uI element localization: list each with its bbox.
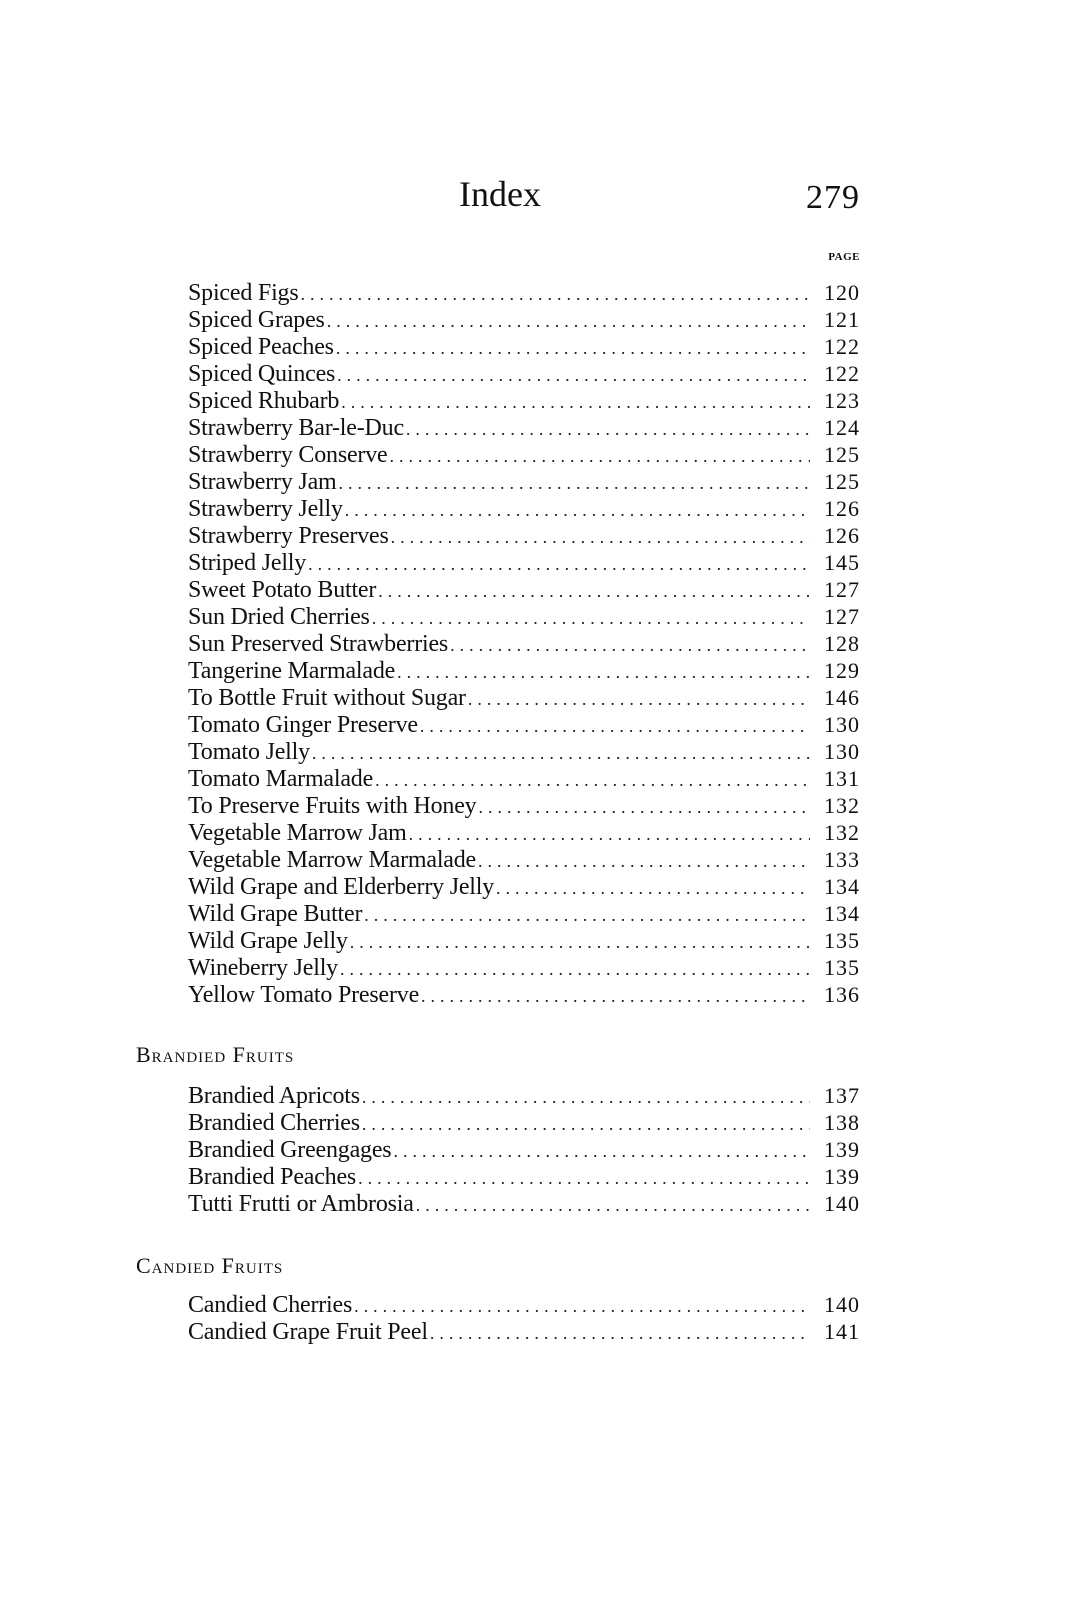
entry-page: 132 [824,793,860,818]
entry-name: Sun Preserved Strawberries [188,631,449,657]
entry-name: Spiced Figs [188,280,299,306]
entry-page: 133 [824,847,860,872]
entry-page: 132 [824,820,860,845]
index-entry [188,657,860,684]
dot-leader [339,470,811,497]
entry-page: 128 [824,631,860,656]
dot-leader [341,389,810,416]
entry-page: 127 [824,577,860,602]
entry-name: Strawberry Conserve [188,442,388,468]
index-entry [188,333,860,360]
index-entry [188,279,860,306]
entry-page: 137 [824,1083,860,1108]
dot-leader [340,956,810,983]
dot-leader [416,1192,810,1219]
dot-leader [372,605,810,632]
dot-leader [337,362,810,389]
entry-name: Brandied Peaches [188,1164,357,1190]
dot-leader [300,281,810,308]
entry-name: Strawberry Bar-le-Duc [188,415,404,441]
dot-leader [406,416,810,443]
dot-leader [312,740,810,767]
entry-name: Wild Grape Butter [188,901,363,927]
entry-name: Sun Dried Cherries [188,604,370,630]
entry-name: Vegetable Marrow Marmalade [188,847,477,873]
section-heading-candied-fruits: Candied Fruits [136,1253,284,1278]
index-entry [188,1082,860,1109]
page-number: 279 [806,179,860,216]
index-entry [188,1163,860,1190]
dot-leader [364,902,810,929]
entry-page: 126 [824,496,860,521]
dot-leader [389,443,810,470]
entry-name: Tomato Marmalade [188,766,374,792]
entry-name: To Bottle Fruit without Sugar [188,685,466,711]
entry-name: Brandied Cherries [188,1110,360,1136]
index-entry [188,360,860,387]
entry-name: Strawberry Preserves [188,523,389,549]
index-entry [188,1136,860,1163]
entry-name: Tangerine Marmalade [188,658,396,684]
page-title: Index [459,174,541,214]
index-entry [188,819,860,846]
entry-name: Tomato Ginger Preserve [188,712,418,738]
entry-name: Strawberry Jam [188,469,337,495]
entry-page: 139 [824,1137,860,1162]
entry-page: 127 [824,604,860,629]
dot-leader [421,983,810,1010]
index-entry [188,846,860,873]
index-entry [188,711,860,738]
dot-leader [430,1320,810,1347]
entry-name: Yellow Tomato Preserve [188,982,420,1008]
index-entry [188,684,860,711]
entry-name: Vegetable Marrow Jam [188,820,407,846]
entry-page: 134 [824,901,860,926]
entry-name: Tutti Frutti or Ambrosia [188,1191,414,1217]
index-entry [188,873,860,900]
entry-page: 134 [824,874,860,899]
dot-leader [450,632,810,659]
dot-leader [397,659,810,686]
entry-page: 139 [824,1164,860,1189]
entry-page: 136 [824,982,860,1007]
entry-name: Spiced Rhubarb [188,388,340,414]
candied-fruits-entry-list [188,1291,860,1345]
index-entry [188,414,860,441]
entry-name: Spiced Quinces [188,361,336,387]
dot-leader [336,335,810,362]
entry-page: 138 [824,1110,860,1135]
entry-name: Candied Cherries [188,1292,353,1318]
entry-page: 125 [824,442,860,467]
dot-leader [378,578,810,605]
dot-leader [391,524,810,551]
dot-leader [478,848,810,875]
dot-leader [358,1165,810,1192]
entry-name: Wild Grape and Elderberry Jelly [188,874,495,900]
entry-page: 129 [824,658,860,683]
entry-page: 130 [824,739,860,764]
entry-page: 120 [824,280,860,305]
index-entry [188,306,860,333]
dot-leader [354,1293,810,1320]
entry-page: 122 [824,334,860,359]
dot-leader [393,1138,810,1165]
dot-leader [362,1111,810,1138]
index-entry [188,765,860,792]
index-entry [188,1190,860,1217]
entry-page: 135 [824,955,860,980]
index-entry [188,954,860,981]
entry-name: Sweet Potato Butter [188,577,377,603]
entry-page: 122 [824,361,860,386]
entry-page: 141 [824,1319,860,1344]
entry-page: 125 [824,469,860,494]
index-entry [188,603,860,630]
entry-name: Spiced Grapes [188,307,325,333]
entry-name: Striped Jelly [188,550,307,576]
entry-page: 123 [824,388,860,413]
brandied-fruits-entry-list [188,1082,860,1217]
entry-name: Wineberry Jelly [188,955,338,981]
index-entry [188,576,860,603]
entry-page: 131 [824,766,860,791]
index-entry [188,630,860,657]
dot-leader [420,713,810,740]
index-entry [188,738,860,765]
dot-leader [362,1084,810,1111]
entry-name: Wild Grape Jelly [188,928,348,954]
dot-leader [327,308,810,335]
index-entry [188,495,860,522]
entry-name: Brandied Apricots [188,1083,360,1109]
dot-leader [496,875,810,902]
entry-page: 140 [824,1292,860,1317]
entry-name: Brandied Greengages [188,1137,392,1163]
index-entry [188,387,860,414]
entry-page: 135 [824,928,860,953]
index-entry [188,468,860,495]
dot-leader [350,929,810,956]
dot-leader [345,497,810,524]
index-entry [188,981,860,1008]
entry-name: Candied Grape Fruit Peel [188,1319,428,1345]
index-entry [188,927,860,954]
entry-page: 124 [824,415,860,440]
dot-leader [308,551,810,578]
dot-leader [468,686,810,713]
dot-leader [478,794,810,821]
page-column-label: PAGE [828,251,860,263]
index-entry [188,522,860,549]
entry-name: Strawberry Jelly [188,496,343,522]
dot-leader [409,821,810,848]
entry-name: To Preserve Fruits with Honey [188,793,477,819]
entry-page: 145 [824,550,860,575]
entry-page: 140 [824,1191,860,1216]
index-entry [188,900,860,927]
index-entry [188,1318,860,1345]
index-entry [188,1291,860,1318]
index-entry-list [188,279,860,1008]
index-entry [188,1109,860,1136]
index-entry [188,549,860,576]
entry-page: 126 [824,523,860,548]
entry-page: 146 [824,685,860,710]
index-entry [188,792,860,819]
dot-leader [375,767,810,794]
index-entry [188,441,860,468]
entry-name: Spiced Peaches [188,334,334,360]
section-heading-brandied-fruits: Brandied Fruits [136,1042,295,1067]
entry-page: 130 [824,712,860,737]
entry-name: Tomato Jelly [188,739,310,765]
entry-page: 121 [824,307,860,332]
